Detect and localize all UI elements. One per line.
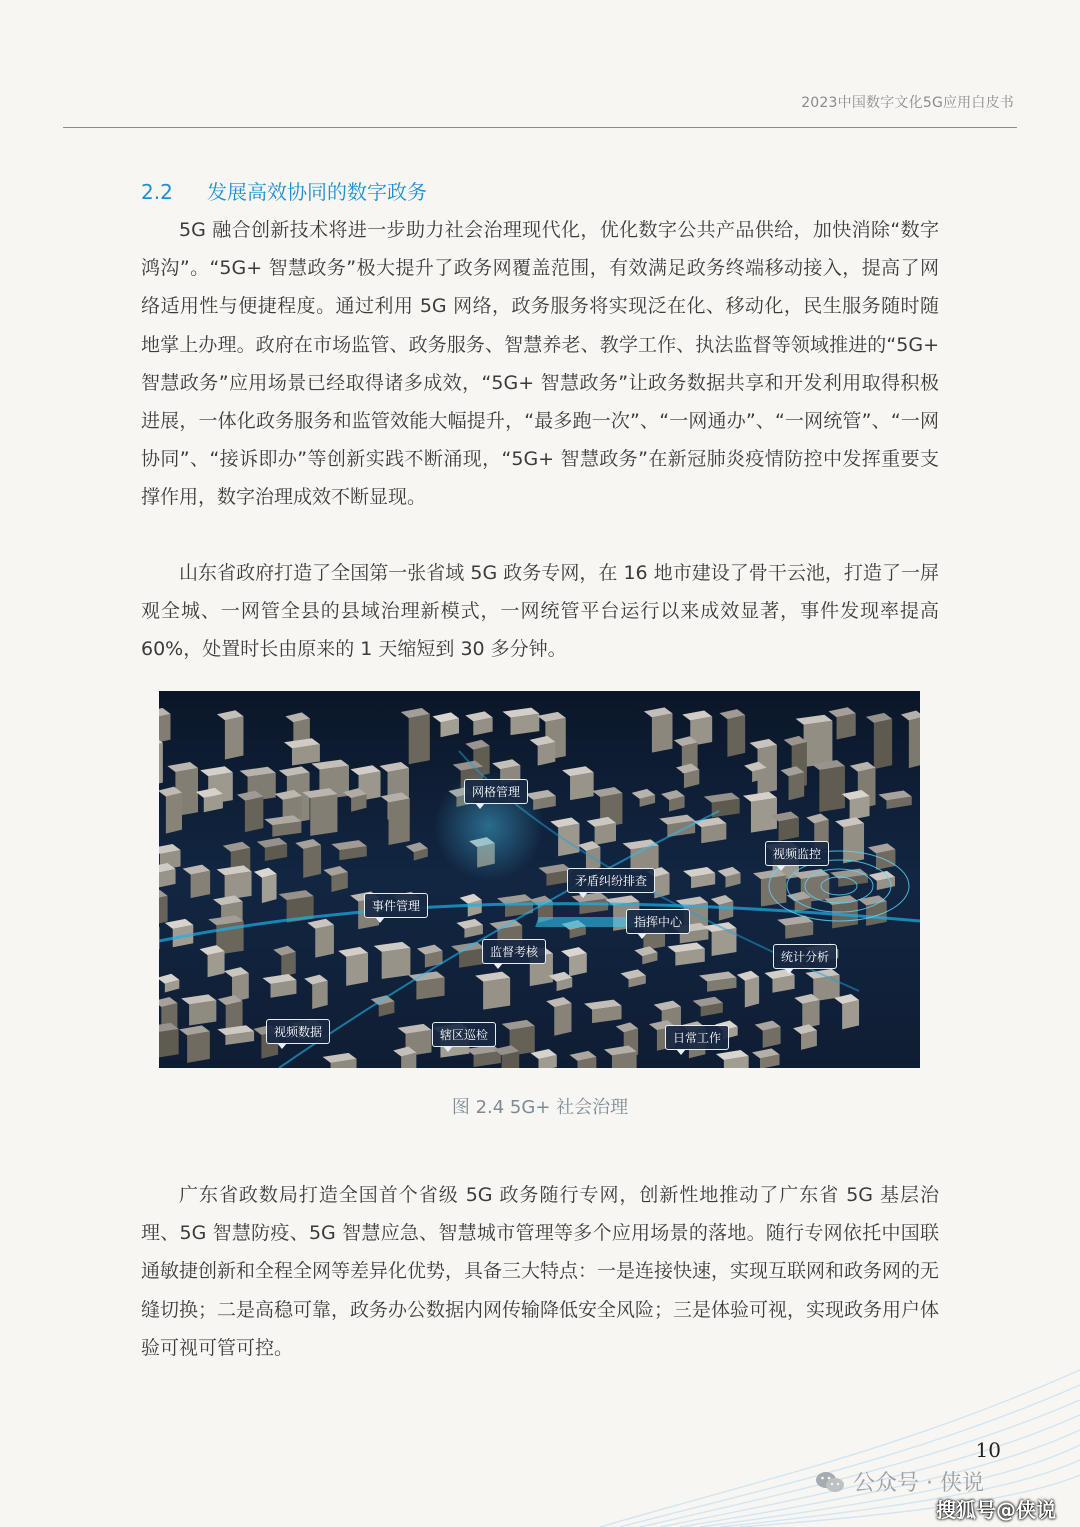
building-wall [874,719,892,769]
building-wall [761,875,786,906]
label-event-management: 事件管理 [364,893,428,918]
building-wall [804,721,833,767]
label-video-monitoring: 视频监控 [765,841,829,866]
sohu-watermark: 搜狐号@侠说 [936,1498,1056,1522]
building-wall [538,742,556,766]
label-statistics: 统计分析 [773,944,837,969]
building-wall [727,715,745,757]
building-wall [569,953,587,976]
header-rule [63,127,1017,128]
building-wall [779,818,799,841]
section-title: 发展高效协同的数字政务 [207,180,427,204]
building-wall [225,716,244,759]
label-command-center: 指挥中心 [626,909,690,934]
building-wall [789,772,805,800]
building-wall [483,978,510,1010]
building-wall [837,713,856,739]
building-wall [189,1000,216,1025]
label-supervision: 监督考核 [482,939,546,964]
label-daily-work: 日常工作 [665,1025,729,1050]
building-wall [303,845,321,878]
building-wall [187,1031,210,1063]
building-wall [346,953,368,986]
building-wall [813,975,839,1002]
page-number: 10 [975,1438,1001,1462]
building-wall [382,948,411,979]
running-header: 2023中国数字文化5G应用白皮书 [801,95,1014,111]
building-wall [262,874,277,903]
label-dispute-screening: 矛盾纠纷排查 [567,868,655,893]
wechat-watermark-text: 公众号 · 侠说 [853,1471,984,1496]
building-wall [843,823,864,863]
wechat-icon [815,1470,845,1500]
figure-5g-social-governance [159,691,920,1068]
building-wall [225,871,252,900]
city-illustration [159,691,920,1068]
paragraph-2: 山东省政府打造了全国第一张省域 5G 政务专网，在 16 地市建设了骨干云池，打造了一屏观全城、一网管全县的县域治理新模式，一网统管平台运行以来成效显著，事件发现率提高 60%，处置时长由原来的 1 天缩短到 30 多分钟。 [141,562,939,661]
building-wall [281,952,295,977]
paragraph-3: 广东省政数局打造全国首个省级 5G 政务随行专网，创新性地推动了广东省 5G 基层治理、5G 智慧防疫、5G 智慧应急、智慧城市管理等多个应用场景的落地。随行专网依托中国联通敏捷创新和全程全网等差异化优势，具备三大特点：一是连接快速，实现互联网和政务网的无缝切换；二是高稳可靠，政务办公数据内网传输降低安全风险；三是体验可视，实现政务用户体验可视可管可控。 [141,1184,940,1359]
building-wall [850,796,870,820]
building-wall [159,1029,179,1058]
building-wall [558,824,579,857]
building-wall [245,797,263,832]
building-wall [191,871,211,898]
building-wall [312,981,327,1009]
building-wall [159,743,163,787]
section-number: 2.2 [141,180,173,204]
building-wall [819,766,845,812]
building-wall [159,896,168,926]
building-wall [842,1000,859,1029]
section-heading [141,176,427,205]
label-grid-management: 网格管理 [464,779,528,804]
building-wall [554,1003,571,1036]
label-video-data: 视频数据 [266,1019,330,1044]
building-wall [389,798,410,845]
building-wall [310,794,337,836]
label-patrol: 辖区巡检 [432,1022,496,1047]
building-wall [652,713,673,752]
building-wall [409,714,430,764]
building-wall [159,714,171,744]
paragraph-1: 5G 融合创新技术将进一步助力社会治理现代化，优化数字公共产品供给，加快消除“数字鸿沟”。“5G+ 智慧政务”极大提升了政务网覆盖范围，有效满足政务终端移动接入，提高了网络适用性与便捷程度。通过利用 5G 网络，政务服务将实现泛在化、移动化，民生服务随时随地掌上办理。政府在市场监管、政务服务、智慧养老、教学工作、执法监督等领域推进的“5G+ 智慧政务”应用场景已经取得诸多成效，“5G+ 智慧政务”让政务数据共享和开发利用取得积极进展，一体化政务服务和监管效能大幅提升，“最多跑一次”、“一网通办”、“一网统管”、“一网协同”、“接诉即办”等创新实践不断涌现，“5G+ 智慧政务”在新冠肺炎疫情防控中发挥重要支撑作用，数字治理成效不断显现。 [141,219,939,509]
building-wall [166,793,182,834]
building-wall [909,717,920,769]
building-wall [315,925,334,958]
building-wall [208,951,225,977]
building-wall [745,977,759,1008]
building-wall [570,772,594,800]
figure-caption: 图 2.4 5G+ 社会治理 [451,1097,629,1118]
building-wall [802,1000,819,1029]
building-wall [866,901,887,925]
